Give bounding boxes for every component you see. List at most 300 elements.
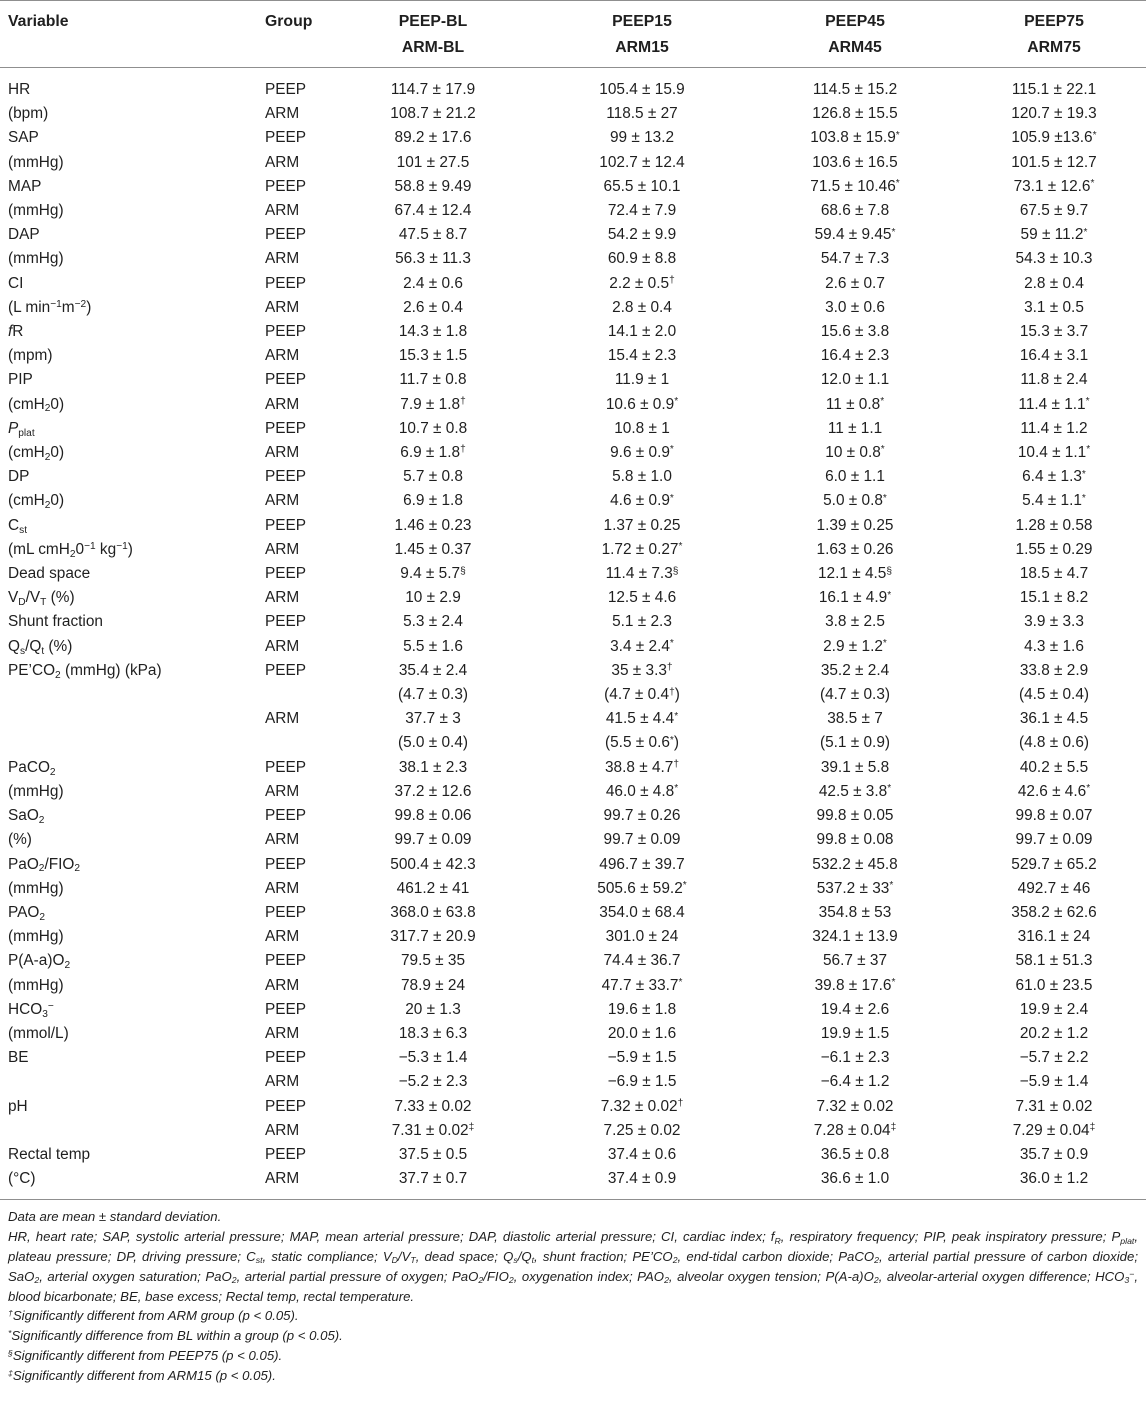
variable-cell — [0, 707, 250, 731]
value-cell: 505.6 ± 59.2* — [597, 879, 687, 897]
value-cell: 5.0 ± 0.8* — [823, 492, 887, 510]
value-cell: 114.5 ± 15.2 — [812, 81, 898, 98]
variable-cell: Shunt fraction — [8, 613, 103, 631]
value-cell: 108.7 ± 21.2 — [390, 105, 476, 123]
variable-cell: $HCO_3^-$ — [8, 1000, 54, 1020]
value-cell: (4.7 ± 0.3) — [397, 686, 469, 704]
value-cell: 61.0 ± 23.5 — [1015, 976, 1093, 994]
variable-cell: (%) — [8, 831, 32, 849]
group-cell: PEEP — [265, 274, 307, 292]
table-row — [0, 272, 1146, 296]
table-row — [0, 514, 1146, 538]
variable-cell: (mmHg) — [8, 928, 64, 946]
group-cell: ARM — [265, 928, 300, 946]
value-cell: 301.0 ± 24 — [605, 928, 679, 946]
group-cell: ARM — [265, 540, 300, 558]
group-cell: ARM — [265, 831, 300, 849]
table-row — [0, 344, 1146, 368]
value-cell: 2.6 ± 0.4 — [403, 298, 463, 316]
value-cell: 99.8 ± 0.06 — [394, 807, 472, 825]
value-cell: 58.8 ± 9.49 — [394, 177, 472, 195]
value-cell: 67.5 ± 9.7 — [1019, 202, 1089, 220]
value-cell: 10.6 ± 0.9* — [605, 395, 679, 413]
value-cell: 101.5 ± 12.7 — [1011, 153, 1097, 171]
value-cell: 1.46 ± 0.23 — [394, 516, 472, 534]
table-row — [0, 465, 1146, 489]
value-cell: 6.9 ± 1.8 — [403, 492, 463, 510]
value-cell: 7.32 ± 0.02† — [600, 1097, 684, 1115]
value-cell: 78.9 ± 24 — [400, 976, 466, 994]
value-cell: 54.7 ± 7.3 — [820, 250, 890, 268]
value-cell: 2.6 ± 0.7 — [825, 274, 885, 292]
group-cell: PEEP — [265, 468, 307, 486]
value-cell: 5.3 ± 2.4 — [403, 613, 463, 631]
value-cell: 317.7 ± 20.9 — [390, 928, 476, 946]
table-row — [0, 320, 1146, 344]
value-cell: 500.4 ± 42.3 — [390, 855, 476, 873]
value-cell: 11 ± 0.8* — [825, 395, 885, 413]
group-cell: ARM — [265, 782, 300, 800]
table-row — [0, 998, 1146, 1022]
table-row — [0, 1046, 1146, 1070]
table-body — [0, 68, 1146, 1200]
value-cell: 5.7 ± 0.8 — [403, 468, 463, 486]
table-row — [0, 126, 1146, 150]
value-cell: −6.1 ± 2.3 — [820, 1049, 890, 1067]
value-cell: 35 ± 3.3† — [611, 661, 673, 679]
table-row — [0, 1070, 1146, 1094]
table-row — [0, 635, 1146, 659]
col-header-15 — [536, 1, 748, 68]
footnote-mean-sd: Data are mean ± standard deviation. — [8, 1209, 222, 1225]
value-cell: 15.1 ± 8.2 — [1019, 589, 1089, 607]
variable-cell: PIP — [8, 371, 33, 389]
value-cell: 12.1 ± 4.5§ — [817, 565, 892, 583]
table-row — [0, 68, 1146, 103]
group-cell: PEEP — [265, 177, 307, 195]
footnote-abbreviations: HR, heart rate; SAP, systolic arterial pressure; MAP, mean arterial pressure; DAP, diastolic arterial pressure; CI, cardiac index; $f_R$, respiratory frequency; PIP, peak inspiratory pressure; $P_{plat}$, plateau pressure; DP, driving pressure; $C_{st}$, static compliance; $V_D/V_T$, dead space; $Q_s/Q_t$, shunt fraction; $PE’CO_2$, end-tidal carbon dioxide; PaCO$_2$, arterial partial pressure of carbon dioxide; SaO$_2$, arterial oxygen saturation; PaO$_2$, arterial partial pressure of oxygen; $PaO_2/FIO_2$, oxygenation index; $PAO_2$, alveolar oxygen tension; $P(A-a)O_2$, alveolar-arterial oxygen difference; $HCO_3^-$, blood bicarbonate; BE, base excess; Rectal temp, rectal temperature. — [8, 1229, 1139, 1304]
col-header-variable-label: Variable — [8, 13, 69, 30]
value-cell: 115.1 ± 22.1 — [1011, 81, 1097, 98]
footnote-double-dagger: ‡Significantly different from ARM15 (p < 0.05). — [8, 1367, 276, 1383]
group-cell: ARM — [265, 1024, 300, 1042]
group-cell: PEEP — [265, 661, 307, 679]
variable-cell: (mmHg) — [8, 976, 64, 994]
value-cell: 10.4 ± 1.1* — [1017, 444, 1091, 462]
table-row — [0, 828, 1146, 852]
value-cell: 461.2 ± 41 — [396, 879, 470, 897]
value-cell: 15.6 ± 3.8 — [820, 323, 890, 341]
table-row — [0, 368, 1146, 392]
value-cell: 33.8 ± 2.9 — [1019, 661, 1089, 679]
variable-cell: $P(A-a)O_2$ — [8, 952, 71, 972]
col-header-peep45: PEEP45 — [825, 13, 885, 30]
col-header-arm15: ARM15 — [615, 39, 669, 56]
value-cell: 368.0 ± 63.8 — [390, 903, 476, 921]
col-header-45 — [748, 1, 962, 68]
col-header-group-label: Group — [265, 13, 313, 30]
value-cell: 37.4 ± 0.6 — [607, 1145, 677, 1163]
value-cell: 20.0 ± 1.6 — [607, 1024, 677, 1042]
value-cell: −5.9 ± 1.5 — [607, 1049, 677, 1067]
value-cell: 5.8 ± 1.0 — [612, 468, 672, 486]
value-cell: 2.9 ± 1.2* — [823, 637, 887, 655]
table-row — [0, 151, 1146, 175]
variable-cell: (cmH$_2$0) — [8, 444, 65, 463]
value-cell: 529.7 ± 65.2 — [1011, 855, 1097, 873]
group-cell: PEEP — [265, 226, 307, 244]
variable-cell: Dead space — [8, 565, 91, 583]
group-cell: ARM — [265, 1121, 300, 1139]
value-cell: 19.4 ± 2.6 — [820, 1000, 890, 1018]
table-row — [0, 1167, 1146, 1200]
group-cell: ARM — [265, 976, 300, 994]
value-cell: 9.6 ± 0.9* — [610, 444, 674, 462]
table-row — [0, 925, 1146, 949]
value-cell: 2.4 ± 0.6 — [403, 274, 463, 292]
value-cell: 56.3 ± 11.3 — [395, 250, 471, 268]
variable-cell: BE — [8, 1049, 29, 1067]
group-cell: PEEP — [265, 419, 307, 437]
group-cell: PEEP — [265, 758, 307, 776]
value-cell: 60.9 ± 8.8 — [607, 250, 677, 268]
value-cell: 18.3 ± 6.3 — [398, 1024, 468, 1042]
value-cell: 7.28 ± 0.04‡ — [813, 1121, 897, 1139]
variable-cell: $PE’CO_2$ (mmHg) (kPa) — [8, 661, 162, 681]
value-cell: 105.4 ± 15.9 — [599, 81, 685, 98]
group-cell: ARM — [265, 444, 300, 462]
value-cell: 11 ± 1.1 — [827, 419, 883, 437]
value-cell: 47.5 ± 8.7 — [398, 226, 468, 244]
value-cell: 99.7 ± 0.09 — [1015, 831, 1093, 849]
variable-cell: $PAO_2$ — [8, 903, 46, 923]
value-cell: 354.8 ± 53 — [818, 903, 892, 921]
value-cell: 46.0 ± 4.8* — [605, 782, 679, 800]
value-cell: 36.0 ± 1.2 — [1019, 1170, 1089, 1188]
value-cell: 2.8 ± 0.4 — [612, 298, 672, 316]
value-cell: 37.7 ± 3 — [405, 710, 461, 728]
col-header-variable — [0, 1, 250, 68]
value-cell: 35.2 ± 2.4 — [820, 661, 890, 679]
variable-cell: (cmH$_2$0) — [8, 395, 65, 415]
value-cell: 59 ± 11.2* — [1020, 226, 1088, 244]
value-cell: 39.1 ± 5.8 — [820, 758, 890, 776]
variable-cell: MAP — [8, 177, 42, 195]
value-cell: 537.2 ± 33* — [816, 879, 894, 897]
variable-cell: $V_D/V_T$ (%) — [8, 589, 75, 609]
value-cell: 19.6 ± 1.8 — [607, 1000, 677, 1018]
value-cell: 1.45 ± 0.37 — [394, 540, 472, 558]
variable-cell: Rectal temp — [8, 1145, 91, 1163]
group-cell: PEEP — [265, 1000, 307, 1018]
variable-cell: DAP — [8, 226, 40, 244]
value-cell: 19.9 ± 1.5 — [820, 1024, 890, 1042]
group-cell: ARM — [265, 492, 300, 510]
value-cell: 14.3 ± 1.8 — [398, 323, 468, 341]
variable-cell: (mmHg) — [8, 782, 64, 800]
group-cell: PEEP — [265, 613, 307, 631]
value-cell: 15.4 ± 2.3 — [607, 347, 677, 365]
value-cell: 74.4 ± 36.7 — [603, 952, 681, 970]
col-header-group — [250, 1, 330, 68]
col-header-peep15: PEEP15 — [612, 13, 672, 30]
value-cell: 3.0 ± 0.6 — [825, 298, 885, 316]
value-cell: (5.1 ± 0.9) — [819, 734, 891, 752]
value-cell: 3.9 ± 3.3 — [1024, 613, 1084, 631]
group-cell: ARM — [265, 202, 300, 220]
value-cell: 39.8 ± 17.6* — [814, 976, 896, 994]
table-row — [0, 683, 1146, 707]
value-cell: −5.9 ± 1.4 — [1019, 1073, 1089, 1091]
table-row — [0, 417, 1146, 441]
value-cell: 126.8 ± 15.5 — [812, 105, 898, 123]
variable-cell: (bpm) — [8, 105, 49, 123]
col-header-arm75: ARM75 — [1027, 39, 1081, 56]
variable-cell: $PaO_2/FIO_2$ — [8, 855, 81, 875]
value-cell: 79.5 ± 35 — [400, 952, 466, 970]
value-cell: 38.5 ± 7 — [827, 710, 883, 728]
table-row — [0, 223, 1146, 247]
value-cell: −5.7 ± 2.2 — [1019, 1049, 1089, 1067]
group-cell: PEEP — [265, 371, 307, 389]
value-cell: 16.1 ± 4.9* — [818, 589, 892, 607]
group-cell: ARM — [265, 637, 300, 655]
value-cell: 103.8 ± 15.9* — [810, 129, 900, 147]
value-cell: 10 ± 0.8* — [825, 444, 885, 462]
value-cell: 118.5 ± 27 — [606, 105, 678, 123]
value-cell: 56.7 ± 37 — [822, 952, 888, 970]
table-row — [0, 1119, 1146, 1143]
variable-cell: HR — [8, 81, 31, 98]
value-cell: −5.3 ± 1.4 — [398, 1049, 468, 1067]
value-cell: 20.2 ± 1.2 — [1019, 1024, 1089, 1042]
value-cell: 6.0 ± 1.1 — [825, 468, 885, 486]
value-cell: 6.4 ± 1.3* — [1022, 468, 1086, 486]
group-cell: ARM — [265, 1073, 300, 1091]
value-cell: 37.4 ± 0.9 — [607, 1170, 677, 1188]
value-cell: 5.1 ± 2.3 — [612, 613, 672, 631]
value-cell: 68.6 ± 7.8 — [820, 202, 890, 220]
table-row — [0, 1095, 1146, 1119]
variable-cell — [0, 731, 250, 755]
value-cell: 532.2 ± 45.8 — [812, 855, 898, 873]
table-row — [0, 804, 1146, 828]
value-cell: 5.5 ± 1.6 — [403, 637, 463, 655]
value-cell: 71.5 ± 10.46* — [810, 177, 900, 195]
value-cell: 5.4 ± 1.1* — [1022, 492, 1086, 510]
group-cell: PEEP — [265, 1097, 307, 1115]
variable-cell: (mmol/L) — [8, 1024, 69, 1042]
value-cell: 2.8 ± 0.4 — [1024, 274, 1084, 292]
table-row — [0, 393, 1146, 417]
value-cell: 2.2 ± 0.5† — [609, 274, 675, 292]
value-cell: 6.9 ± 1.8† — [400, 444, 466, 462]
table-row — [0, 853, 1146, 877]
value-cell: 36.5 ± 0.8 — [820, 1145, 890, 1163]
value-cell: 324.1 ± 13.9 — [812, 928, 898, 946]
col-header-75 — [962, 1, 1146, 68]
col-header-peep75: PEEP75 — [1024, 13, 1084, 30]
table-row — [0, 901, 1146, 925]
variable-cell: $Q_s/Q_t$ (%) — [8, 637, 73, 657]
table-row — [0, 949, 1146, 973]
value-cell: 7.25 ± 0.02 — [603, 1121, 681, 1139]
col-header-peep-bl: PEEP-BL — [398, 13, 468, 30]
group-cell: ARM — [265, 1170, 300, 1188]
value-cell: 67.4 ± 12.4 — [394, 202, 472, 220]
footnotes — [0, 1200, 1146, 1391]
value-cell: 316.1 ± 24 — [1017, 928, 1091, 946]
value-cell: 114.7 ± 17.9 — [390, 81, 476, 98]
value-cell: 7.32 ± 0.02 — [816, 1097, 894, 1115]
value-cell: 89.2 ± 17.6 — [394, 129, 472, 147]
variable-cell: pH — [8, 1097, 28, 1115]
value-cell: 103.6 ± 16.5 — [812, 153, 898, 171]
group-cell — [250, 731, 330, 755]
value-cell: 11.4 ± 1.2 — [1020, 419, 1088, 437]
value-cell: 20 ± 1.3 — [405, 1000, 461, 1018]
value-cell: 14.1 ± 2.0 — [607, 323, 677, 341]
value-cell: 99 ± 13.2 — [609, 129, 675, 147]
value-cell: 37.7 ± 0.7 — [398, 1170, 468, 1188]
value-cell: (4.7 ± 0.3) — [819, 686, 891, 704]
value-cell: 3.4 ± 2.4* — [610, 637, 674, 655]
value-cell: −6.9 ± 1.5 — [607, 1073, 677, 1091]
group-cell: ARM — [265, 153, 300, 171]
value-cell: 11.9 ± 1 — [614, 371, 670, 389]
group-cell: ARM — [265, 105, 300, 123]
table-row — [0, 610, 1146, 634]
value-cell: (4.5 ± 0.4) — [1018, 686, 1090, 704]
variable-cell: (mmHg) — [8, 153, 64, 171]
variable-cell: SAP — [8, 129, 39, 147]
value-cell: 4.6 ± 0.9* — [610, 492, 674, 510]
value-cell: 65.5 ± 10.1 — [603, 177, 681, 195]
table-row — [0, 877, 1146, 901]
col-header-arm-bl: ARM-BL — [401, 39, 465, 56]
value-cell: 11.8 ± 2.4 — [1020, 371, 1088, 389]
variable-cell: (cmH$_2$0) — [8, 492, 65, 512]
value-cell: 4.3 ± 1.6 — [1024, 637, 1084, 655]
footnote-section: §Significantly different from PEEP75 (p < 0.05). — [8, 1347, 283, 1363]
value-cell: 42.5 ± 3.8* — [818, 782, 892, 800]
value-cell: 18.5 ± 4.7 — [1019, 565, 1089, 583]
value-cell: 1.63 ± 0.26 — [816, 540, 894, 558]
table-row — [0, 489, 1146, 513]
value-cell: 1.55 ± 0.29 — [1015, 540, 1093, 558]
group-cell: PEEP — [265, 129, 307, 147]
value-cell: 101 ± 27.5 — [396, 153, 470, 171]
variable-cell: $P_{plat}$ — [8, 419, 35, 439]
table-row — [0, 586, 1146, 610]
value-cell: 99.8 ± 0.08 — [816, 831, 894, 849]
group-cell: PEEP — [265, 323, 307, 341]
value-cell: 7.9 ± 1.8† — [400, 395, 466, 413]
variable-cell: CI — [8, 274, 24, 292]
table-row — [0, 175, 1146, 199]
table-row — [0, 707, 1146, 731]
table-row — [0, 562, 1146, 586]
value-cell: 11.7 ± 0.8 — [399, 371, 467, 389]
value-cell: 105.9 ±13.6* — [1011, 129, 1097, 147]
col-header-bl — [330, 1, 536, 68]
value-cell: (5.0 ± 0.4) — [397, 734, 469, 752]
value-cell: 9.4 ± 5.7§ — [400, 565, 466, 583]
variable-cell — [0, 683, 250, 707]
value-cell: 38.1 ± 2.3 — [398, 758, 468, 776]
value-cell: 99.8 ± 0.05 — [816, 807, 894, 825]
table-row — [0, 780, 1146, 804]
value-cell: 7.31 ± 0.02‡ — [391, 1121, 475, 1139]
variable-cell: DP — [8, 468, 30, 486]
value-cell: 354.0 ± 68.4 — [599, 903, 685, 921]
value-cell: (5.5 ± 0.6*) — [604, 734, 679, 752]
value-cell: 12.5 ± 4.6 — [607, 589, 677, 607]
variable-cell: (mL $cmH_20^{-1}$ $kg^{-1}$) — [8, 540, 133, 560]
table-row — [0, 1143, 1146, 1167]
value-cell: 10.8 ± 1 — [614, 419, 670, 437]
value-cell: 16.4 ± 3.1 — [1019, 347, 1089, 365]
value-cell: 41.5 ± 4.4* — [605, 710, 679, 728]
group-cell: PEEP — [265, 516, 307, 534]
group-cell: ARM — [265, 298, 300, 316]
variable-cell: (mmHg) — [8, 250, 64, 268]
group-cell: PEEP — [265, 952, 307, 970]
value-cell: 99.8 ± 0.07 — [1015, 807, 1093, 825]
table-row — [0, 247, 1146, 271]
value-cell: 12.0 ± 1.1 — [820, 371, 890, 389]
value-cell: 99.7 ± 0.09 — [603, 831, 681, 849]
value-cell: 358.2 ± 62.6 — [1011, 903, 1097, 921]
value-cell: 3.1 ± 0.5 — [1024, 298, 1084, 316]
table-row — [0, 659, 1146, 683]
group-cell: ARM — [265, 347, 300, 365]
value-cell: (4.7 ± 0.4†) — [604, 686, 680, 704]
table-row — [0, 1022, 1146, 1046]
value-cell: 36.6 ± 1.0 — [820, 1170, 890, 1188]
value-cell: 1.72 ± 0.27* — [601, 540, 683, 558]
group-cell: ARM — [265, 710, 300, 728]
table-row — [0, 538, 1146, 562]
variable-cell — [0, 1070, 250, 1094]
value-cell: 38.8 ± 4.7† — [604, 758, 679, 776]
variable-cell: PaCO$_2$ — [8, 758, 56, 778]
value-cell: 54.2 ± 9.9 — [607, 226, 677, 244]
group-cell: PEEP — [265, 565, 307, 583]
table-row — [0, 756, 1146, 780]
variable-cell: (°C) — [8, 1170, 36, 1188]
value-cell: 73.1 ± 12.6* — [1013, 177, 1095, 195]
table-row — [0, 441, 1146, 465]
value-cell: 7.29 ± 0.04‡ — [1012, 1121, 1096, 1139]
value-cell: 37.2 ± 12.6 — [394, 782, 472, 800]
group-cell: ARM — [265, 250, 300, 268]
table-row — [0, 296, 1146, 320]
group-cell: PEEP — [265, 855, 307, 873]
value-cell: 11.4 ± 7.3§ — [605, 565, 679, 583]
value-cell: 10 ± 2.9 — [405, 589, 461, 607]
group-cell: PEEP — [265, 903, 307, 921]
variable-cell: (mpm) — [8, 347, 53, 365]
value-cell: 496.7 ± 39.7 — [599, 855, 685, 873]
value-cell: 72.4 ± 7.9 — [607, 202, 677, 220]
footnote-asterisk: *Significantly difference from BL within a group (p < 0.05). — [8, 1328, 343, 1344]
value-cell: 40.2 ± 5.5 — [1019, 758, 1089, 776]
value-cell: 120.7 ± 19.3 — [1011, 105, 1097, 123]
variable-cell: (mmHg) — [8, 202, 64, 220]
value-cell: 99.7 ± 0.09 — [394, 831, 472, 849]
table-row — [0, 102, 1146, 126]
